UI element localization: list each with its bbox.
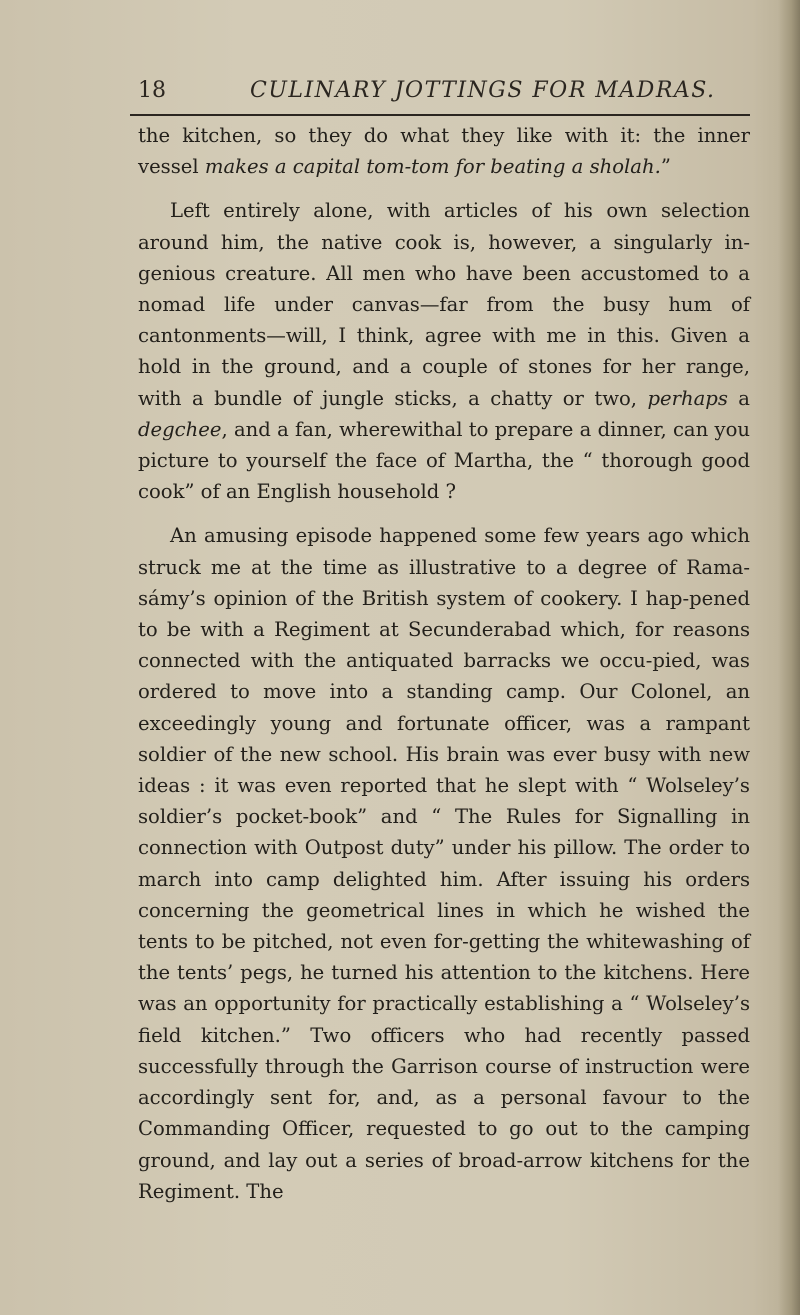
text-run: , and a fan, wherewithal to prepare a dinner, can you picture to yourself the face of Martha, the “ thorough good cook” of an English household ? (138, 417, 750, 504)
page-header (130, 78, 750, 114)
text-run: the kitchen, so they do what they like with it: the inner vessel (138, 124, 750, 179)
text-run: Left entirely alone, with articles of his own selection around him, the native cook is, however, a singularly in-genious creature. All men who have been accustomed to a nomad life under canvas—far from the busy hum of cantonments—will, I think, agree with me in this. Given a hold in the ground, and a couple of stones for her range, with a bundle of jungle sticks, a chatty or two, (138, 199, 750, 410)
running-head: CULINARY JOTTINGS FOR MADRAS. (250, 78, 716, 103)
paragraph (138, 520, 750, 1206)
body-text (138, 120, 750, 1207)
italic-run: degchee (138, 417, 222, 441)
page-edge-shadow (778, 0, 800, 1315)
page-number: 18 (138, 78, 166, 103)
text-run: An amusing episode happened some few years ago which struck me at the time as illustrative to a degree of Rama-sámy’s opinion of the British system of cookery. I hap-pened to be with a Regiment at Secunderabad which, for reasons connected with the antiquated barracks we occu-pied, was ordered to move into a standing camp. Our Colonel, an exceedingly young and fortunate officer, was a rampant soldier of the new school. His brain was ever busy with new ideas : it was even reported that he slept with “ Wolseley’s soldier’s pocket-book” and “ The Rules for Signalling in connection with Outpost duty” under his pillow. The order to march into camp delighted him. After issuing his orders concerning the geometrical lines in which he wished the tents to be pitched, not even for-getting the whitewashing of the tents’ pegs, he turned his attention to the kitchens. Here was an opportunity for practically establishing a “ Wolseley’s field kitchen.” Two officers who had recently passed successfully through the Garrison course of instruction were accordingly sent for, and, as a personal favour to the Commanding Officer, requested to go out to the camping ground, and lay out a series of broad-arrow kitchens for the Regiment. The (138, 524, 750, 1203)
text-run: ” (660, 155, 671, 179)
paragraph (138, 120, 750, 182)
text-run: a (727, 386, 750, 410)
italic-run: perhaps (647, 386, 728, 410)
italic-run: makes a capital tom-tom for beating a sholah. (204, 155, 661, 179)
header-rule (130, 114, 750, 116)
paragraph (138, 195, 750, 507)
